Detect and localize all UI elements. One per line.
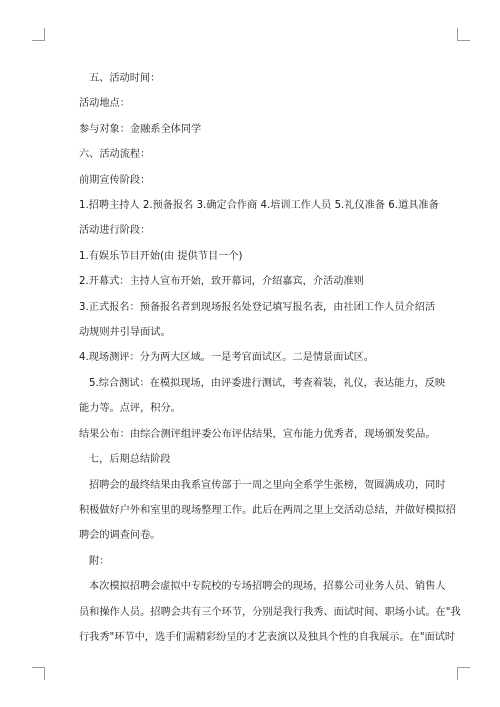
paragraph-line: 积极做好户外和室里的现场整理工作。此后在两周之里上交活动总结，并做好模拟招 xyxy=(79,504,456,516)
paragraph-line: 1.有娱乐节目开始(由 提供节目一个) xyxy=(79,250,243,262)
paragraph-line: 3.正式报名：预备报名者到现场报名处登记填写报名表，由社团工作人员介绍活 xyxy=(79,301,436,313)
paragraph-line: 参与对象：金融系全体同学 xyxy=(79,123,202,135)
paragraph-line: 招聘会的最终结果由我系宣传部于一周之里向全系学生张榜，贺圆满成功，同时 xyxy=(89,479,446,491)
crop-mark-bottom-left xyxy=(32,667,45,680)
section-heading: 六、活动流程： xyxy=(79,149,151,161)
paragraph-line: 动规则并引导面试。 xyxy=(79,327,171,339)
paragraph-line: 附： xyxy=(89,555,110,567)
crop-mark-top-left xyxy=(32,28,45,41)
paragraph-line: 本次模拟招聘会虚拟中专院校的专场招聘会的现场，招募公司业务人员、销售人 xyxy=(89,581,446,593)
paragraph-line: 聘会的调查问卷。 xyxy=(79,530,161,542)
crop-mark-bottom-right xyxy=(457,667,470,680)
section-heading: 七，后期总结阶段 xyxy=(89,454,171,466)
section-heading: 五、活动时间： xyxy=(89,73,161,84)
document-body xyxy=(79,66,461,650)
paragraph-line: 4.现场测评：分为两大区域。一是考官面试区。二是情景面试区。 xyxy=(79,352,374,364)
paragraph-line: 能力等。点评，积分。 xyxy=(79,403,181,415)
paragraph-line: 结果公布：由综合测评组评委公布评估结果，宣布能力优秀者，现场颁发奖品。 xyxy=(79,428,436,440)
paragraph-line: 活动地点： xyxy=(79,98,130,110)
crop-mark-top-right xyxy=(457,28,470,41)
paragraph-line: 1.招聘主持人 2.预备报名 3.确定合作商 4.培训工作人员 5.礼仪准备 6.道具准备 xyxy=(79,200,439,212)
paragraph-line: 5.综合测试：在模拟现场，由评委进行测试，考查着装，礼仪，表达能力，反映 xyxy=(89,377,446,389)
paragraph-line: 2.开幕式：主持人宣布开始，致开幕词，介绍嘉宾，介活动准则 xyxy=(79,276,364,288)
paragraph-line: 前期宣传阶段： xyxy=(79,174,151,186)
paragraph-line: 活动进行阶段： xyxy=(79,225,151,237)
paragraph-line: 行我秀"环节中，选手们需精彩纷呈的才艺表演以及独具个性的自我展示。在"面试时 xyxy=(79,631,456,643)
paragraph-line: 员和操作人员。招聘会共有三个环节，分别是我行我秀、面试时间、职场小试。在"我 xyxy=(79,606,461,618)
